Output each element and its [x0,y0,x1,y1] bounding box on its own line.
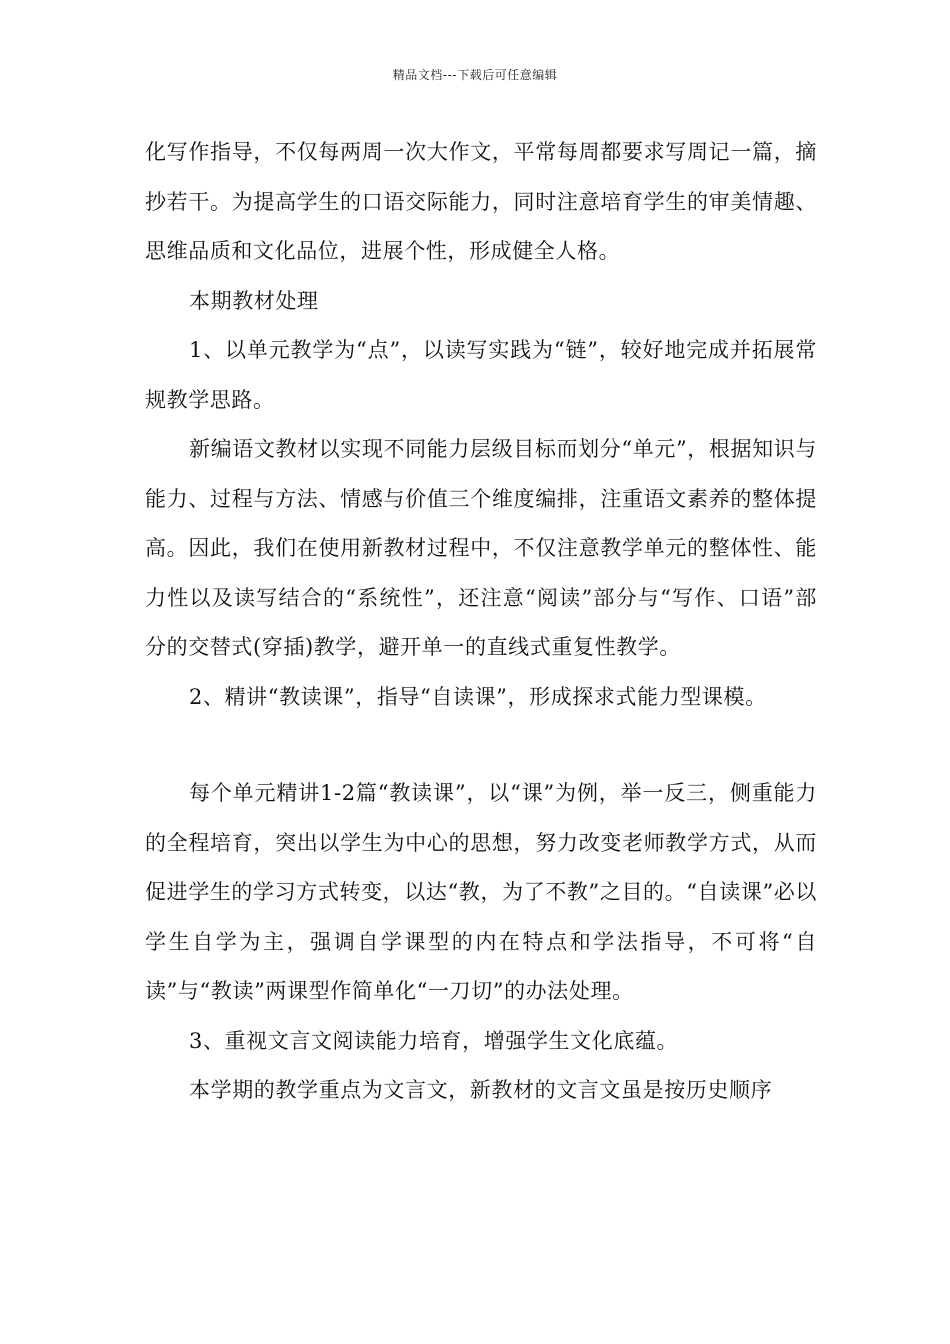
paragraph-point-3: 3、重视文言文阅读能力培育，增强学生文化底蕴。 [189,1028,679,1053]
paragraph-continuation: 化写作指导，不仅每两周一次大作文，平常每周都要求写周记一篇，摘抄若干。为提高学生的口语交际能力，同时注意培育学生的审美情趣、思维品质和文化品位，进展个性，形成健全人格。 [145,140,817,263]
paragraph-body: 新编语文教材以实现不同能力层级目标而划分“单元”，根据知识与能力、过程与方法、情感与价值三个维度编排，注重语文素养的整体提高。因此，我们在使用新教材过程中，不仅注意教学单元的整体性、能力性以及读写结合的“系统性”，还注意“阅读”部分与“写作、口语”部分的交替式(穿插)教学，避开单一的直线式重复性教学。 [145,437,817,659]
document-body [145,128,817,1116]
paragraph-point-2: 2、精讲“教读课”，指导“自读课”，形成探求式能力型课模。 [189,684,767,709]
section-heading: 本期教材处理 [189,288,319,313]
page-header: 精品文档---下载后可任意编辑 [392,68,558,82]
paragraph-point-1: 1、以单元教学为“点”，以读写实践为“链”，较好地完成并拓展常规教学思路。 [145,338,817,412]
paragraph-gap [145,722,817,769]
paragraph-body: 本学期的教学重点为文言文，新教材的文言文虽是按历史顺序 [189,1078,773,1102]
paragraph-body: 每个单元精讲1-2篇“教读课”，以“课”为例，举一反三，侧重能力的全程培育，突出以学生为中心的思想，努力改变老师教学方式，从而促进学生的学习方式转变，以达“教，为了不教”之目的。“自读课”必以学生自学为主，强调自学课型的内在特点和学法指导，不可将“自读”与“教读”两课型作简单化“一刀切”的办法处理。 [145,781,817,1003]
